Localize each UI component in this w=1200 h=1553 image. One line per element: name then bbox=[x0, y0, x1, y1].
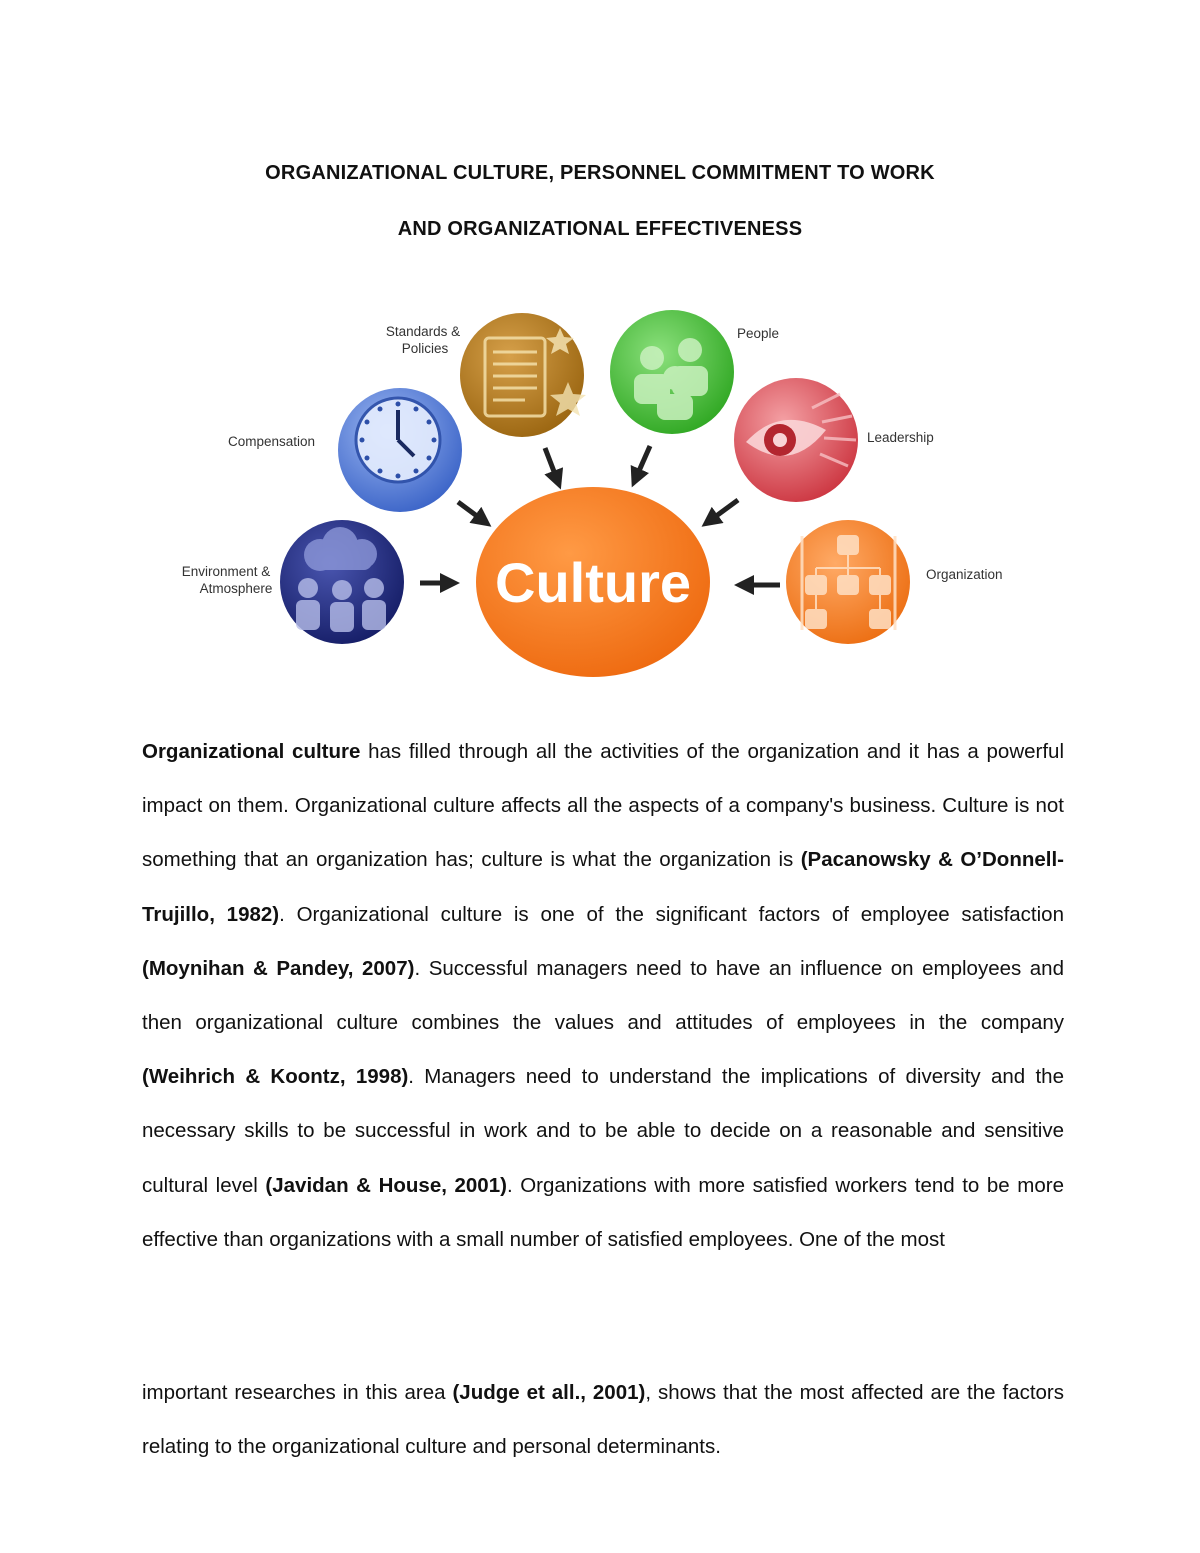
compensation-label: Compensation bbox=[228, 434, 316, 449]
citation: (Pacanowsky & O’Donnell-Trujillo, 1982) bbox=[142, 848, 1064, 926]
standards-label-2: Policies bbox=[401, 341, 449, 356]
citation: (Judge et all., 2001) bbox=[452, 1381, 646, 1404]
culture-center bbox=[476, 487, 710, 677]
clock-icon bbox=[356, 398, 440, 482]
people-label: People bbox=[737, 326, 780, 341]
center-label: Culture bbox=[495, 551, 691, 614]
standards-label-1: Standards & bbox=[385, 324, 461, 339]
arrow-standards bbox=[545, 448, 558, 482]
body-text-segment: . Organizations with more satisfied workers tend to be more effective than organizations with a small number of satisfied employees. One of the most bbox=[142, 1173, 1064, 1251]
document-title-line-2: AND ORGANIZATIONAL EFFECTIVENESS bbox=[397, 218, 803, 240]
environment-label-1: Environment & bbox=[181, 564, 271, 579]
arrow-leadership bbox=[708, 500, 738, 522]
culture-diagram bbox=[140, 290, 1040, 700]
organization-label: Organization bbox=[926, 567, 1003, 582]
body-paragraph-1 bbox=[142, 725, 1064, 1267]
body-text-segment: important researches in this area bbox=[142, 1381, 453, 1404]
body-paragraph-2 bbox=[142, 1366, 1064, 1474]
leadership-node bbox=[734, 378, 934, 502]
arrow-people bbox=[635, 446, 650, 480]
environment-label-2: Atmosphere bbox=[199, 581, 273, 596]
term-organizational-culture: Organizational culture bbox=[142, 740, 361, 763]
body-text-segment: has filled through all the activities of the organization and it has a powerful impact on them. Organizational culture affects all the aspects of a company's business. Culture is not something that an organization has; culture is what the organization is bbox=[142, 740, 1065, 872]
body-text-segment: . Managers need to understand the implications of diversity and the necessary skills to be successful in work and to be able to decide on a reasonable and sensitive cultural level bbox=[142, 1065, 1064, 1197]
body-text-segment: , shows that the most affected are the factors relating to the organizational culture and personal determinants. bbox=[142, 1381, 1065, 1459]
citation: (Moynihan & Pandey, 2007) bbox=[142, 956, 415, 980]
arrow-compensation bbox=[458, 502, 485, 522]
compensation-node bbox=[228, 388, 462, 512]
organization-node bbox=[786, 520, 1003, 644]
people-icon bbox=[296, 578, 386, 632]
document-title-line-1: ORGANIZATIONAL CULTURE, PERSONNEL COMMITMENT TO WORK bbox=[265, 162, 935, 184]
citation: (Javidan & House, 2001) bbox=[265, 1173, 507, 1197]
body-text-segment: . Organizational culture is one of the significant factors of employee satisfaction bbox=[279, 902, 1064, 926]
leadership-label: Leadership bbox=[867, 430, 934, 445]
citation: (Weihrich & Koontz, 1998) bbox=[142, 1065, 409, 1089]
body-text-segment: . Successful managers need to have an influence on employees and then organizational culture combines the values and attitudes of employees in the company bbox=[142, 956, 1064, 1035]
environment-node bbox=[182, 520, 404, 644]
